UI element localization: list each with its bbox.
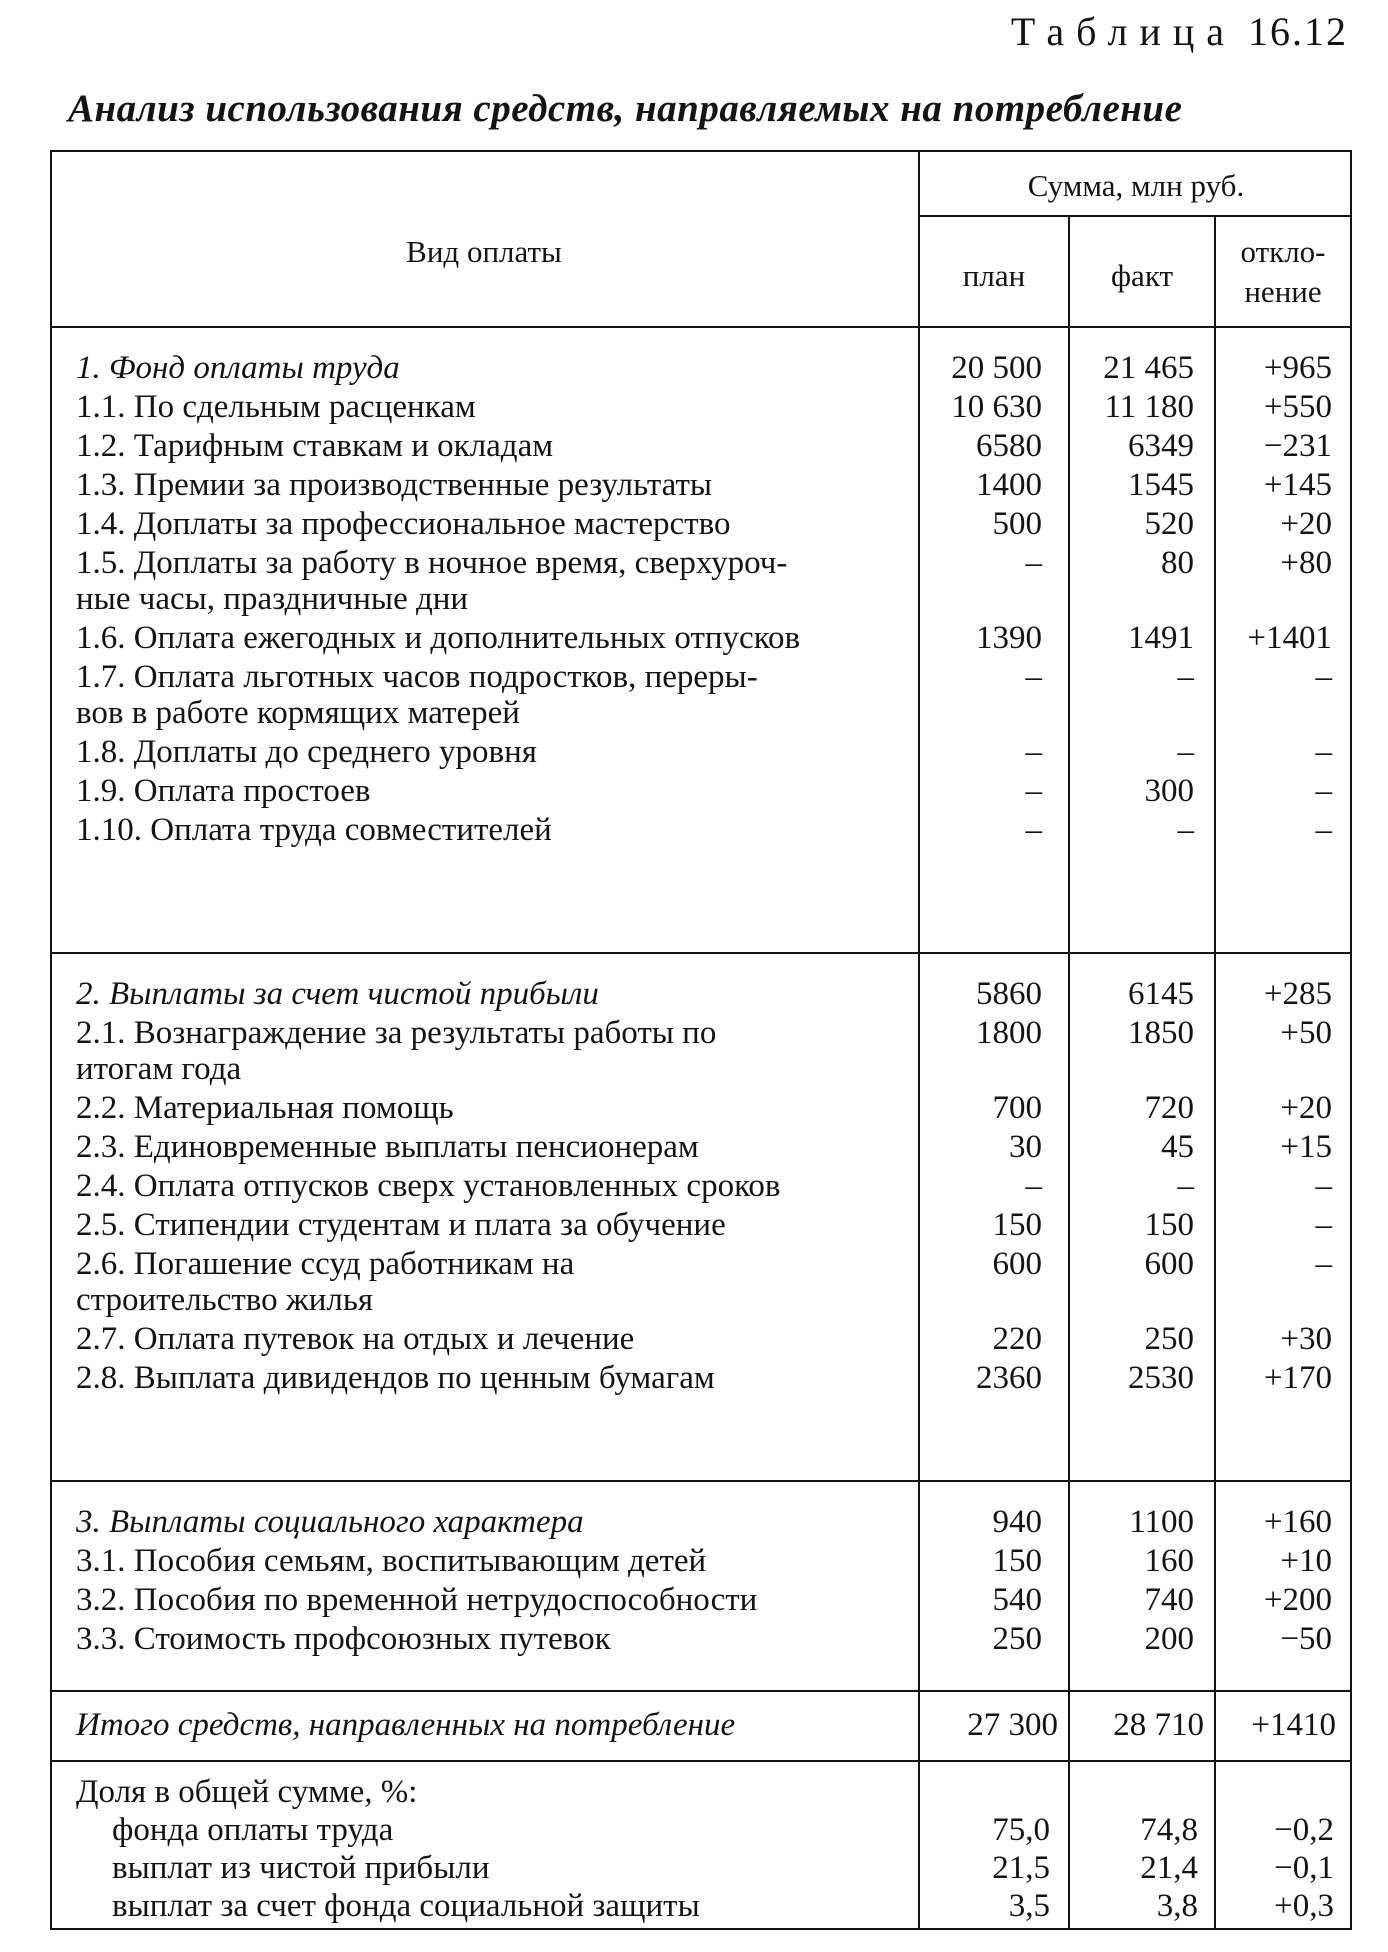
row-fact: 80 (1161, 545, 1194, 581)
row-label: 3.3. Стоимость профсоюзных путевок (76, 1621, 611, 1657)
row-label: 1. Фонд оплаты труда (76, 350, 400, 386)
row-deviation: – (1315, 773, 1332, 809)
row-plan: 30 (1009, 1129, 1042, 1165)
row-deviation: +145 (1263, 467, 1332, 503)
row-fact: 600 (1144, 1246, 1194, 1282)
row-plan: 1800 (976, 1015, 1042, 1051)
row-label-continued: вов в работе кормящих матерей (76, 695, 520, 731)
row-label: 2.5. Стипендии студентам и плата за обучение (76, 1207, 726, 1243)
row-label-continued: итогам года (76, 1051, 242, 1087)
row-fact: 45 (1161, 1129, 1194, 1165)
header-type: Вид оплаты (406, 234, 562, 269)
share-row-deviation: +0,3 (1274, 1888, 1334, 1924)
section-divider-4 (50, 1760, 1352, 1762)
row-label: 2.7. Оплата путевок на отдых и лечение (76, 1321, 635, 1357)
row-plan: 150 (992, 1207, 1042, 1243)
row-fact: 21 465 (1103, 350, 1194, 386)
row-deviation: +15 (1280, 1129, 1332, 1165)
row-deviation: −231 (1263, 428, 1332, 464)
row-plan: 600 (992, 1246, 1042, 1282)
row-deviation: −50 (1280, 1621, 1332, 1657)
row-label: 3. Выплаты социального характера (76, 1504, 584, 1540)
row-plan: – (1025, 773, 1042, 809)
row-label: 1.4. Доплаты за профессиональное мастерство (76, 506, 731, 542)
table-caption (1011, 8, 1348, 55)
row-deviation: – (1315, 1246, 1332, 1282)
row-plan: – (1025, 545, 1042, 581)
row-fact: 2530 (1128, 1360, 1194, 1396)
share-row-label: выплат за счет фонда социальной защиты (112, 1888, 700, 1924)
row-deviation: – (1315, 734, 1332, 770)
row-deviation: – (1315, 812, 1332, 848)
share-label: Доля в общей сумме, %: (76, 1774, 418, 1810)
row-fact: – (1177, 1168, 1194, 1204)
row-label: 1.9. Оплата простоев (76, 773, 371, 809)
row-label-continued: ные часы, праздничные дни (76, 581, 469, 617)
row-fact: 6349 (1128, 428, 1194, 464)
row-plan: 250 (992, 1621, 1042, 1657)
share-row-plan: 21,5 (992, 1850, 1050, 1886)
header-divider (50, 326, 1352, 328)
row-plan: 940 (992, 1504, 1042, 1540)
row-fact: 6145 (1128, 976, 1194, 1012)
table-border-bottom (50, 1928, 1352, 1930)
row-deviation: +200 (1263, 1582, 1332, 1618)
row-label: 2.1. Вознаграждение за результаты работы по (76, 1015, 717, 1051)
row-deviation: – (1315, 659, 1332, 695)
table-border-left (50, 150, 52, 1930)
row-plan: 220 (992, 1321, 1042, 1357)
total-deviation: +1410 (1251, 1707, 1336, 1743)
header-fact: факт (1110, 258, 1174, 293)
row-label: 2.8. Выплата дивидендов по ценным бумагам (76, 1360, 715, 1396)
row-plan: 540 (992, 1582, 1042, 1618)
row-plan: 2360 (976, 1360, 1042, 1396)
row-label: 2.6. Погашение ссуд работникам на (76, 1246, 575, 1282)
row-deviation: +965 (1263, 350, 1332, 386)
caption-label: Таблица (1010, 9, 1236, 54)
row-label: 2.3. Единовременные выплаты пенсионерам (76, 1129, 699, 1165)
row-plan: 20 500 (951, 350, 1042, 386)
row-fact: 150 (1144, 1207, 1194, 1243)
row-plan: 150 (992, 1543, 1042, 1579)
row-fact: – (1177, 812, 1194, 848)
row-fact: 1491 (1128, 620, 1194, 656)
row-plan: 10 630 (951, 389, 1042, 425)
row-deviation: +20 (1280, 506, 1332, 542)
table-border-right (1350, 150, 1352, 1930)
header-deviation-line2: нение (1244, 274, 1322, 309)
section-divider-2 (50, 1480, 1352, 1482)
row-deviation: +1401 (1247, 620, 1332, 656)
row-label: 2. Выплаты за счет чистой прибыли (76, 976, 599, 1012)
row-fact: 300 (1144, 773, 1194, 809)
header-sum-underline (918, 215, 1352, 217)
row-label: 1.1. По сдельным расценкам (76, 389, 476, 425)
row-plan: 1390 (976, 620, 1042, 656)
row-deviation: +160 (1263, 1504, 1332, 1540)
section-divider-1 (50, 952, 1352, 954)
share-row-plan: 3,5 (1008, 1888, 1050, 1924)
row-fact: 160 (1144, 1543, 1194, 1579)
total-fact: 28 710 (1113, 1707, 1204, 1743)
row-label: 2.2. Материальная помощь (76, 1090, 454, 1126)
share-row-fact: 74,8 (1140, 1812, 1198, 1848)
row-plan: 1400 (976, 467, 1042, 503)
row-fact: 11 180 (1104, 389, 1194, 425)
row-label: 1.8. Доплаты до среднего уровня (76, 734, 537, 770)
total-label: Итого средств, направленных на потребление (76, 1707, 736, 1743)
row-deviation: +550 (1263, 389, 1332, 425)
row-deviation: +10 (1280, 1543, 1332, 1579)
table-border-top (50, 150, 1352, 152)
caption-number: 16.12 (1248, 9, 1348, 54)
row-plan: – (1025, 734, 1042, 770)
row-plan: 700 (992, 1090, 1042, 1126)
row-deviation: +50 (1280, 1015, 1332, 1051)
row-fact: 1545 (1128, 467, 1194, 503)
share-row-fact: 21,4 (1140, 1850, 1198, 1886)
share-row-fact: 3,8 (1156, 1888, 1198, 1924)
data-table (50, 150, 1352, 1930)
row-fact: 740 (1144, 1582, 1194, 1618)
row-plan: – (1025, 812, 1042, 848)
header-deviation (1216, 232, 1350, 312)
row-deviation: +285 (1263, 976, 1332, 1012)
share-row-deviation: −0,1 (1274, 1850, 1334, 1886)
row-deviation: – (1315, 1168, 1332, 1204)
share-row-plan: 75,0 (992, 1812, 1050, 1848)
row-fact: 250 (1144, 1321, 1194, 1357)
row-fact: 720 (1144, 1090, 1194, 1126)
row-label: 3.2. Пособия по временной нетрудоспособности (76, 1582, 758, 1618)
header-sum: Сумма, млн руб. (1027, 168, 1245, 203)
row-deviation: +20 (1280, 1090, 1332, 1126)
row-deviation: +170 (1263, 1360, 1332, 1396)
row-plan: – (1025, 1168, 1042, 1204)
row-plan: – (1025, 659, 1042, 695)
header-plan: план (962, 258, 1026, 293)
section-divider-3 (50, 1690, 1352, 1692)
row-plan: 5860 (976, 976, 1042, 1012)
share-row-label: фонда оплаты труда (112, 1812, 394, 1848)
row-plan: 500 (992, 506, 1042, 542)
row-fact: – (1177, 659, 1194, 695)
row-deviation: +30 (1280, 1321, 1332, 1357)
row-label: 1.5. Доплаты за работу в ночное время, сверхуроч- (76, 545, 788, 581)
row-fact: – (1177, 734, 1194, 770)
row-label: 1.2. Тарифным ставкам и окладам (76, 428, 554, 464)
row-label: 1.3. Премии за производственные результаты (76, 467, 713, 503)
share-row-label: выплат из чистой прибыли (112, 1850, 490, 1886)
row-label: 1.10. Оплата труда совместителей (76, 812, 552, 848)
share-row-deviation: −0,2 (1274, 1812, 1334, 1848)
row-fact: 200 (1144, 1621, 1194, 1657)
row-fact: 1850 (1128, 1015, 1194, 1051)
row-fact: 520 (1144, 506, 1194, 542)
total-plan: 27 300 (967, 1707, 1058, 1743)
row-label-continued: строительство жилья (76, 1282, 374, 1318)
row-plan: 6580 (976, 428, 1042, 464)
row-label: 3.1. Пособия семьям, воспитывающим детей (76, 1543, 707, 1579)
row-deviation: – (1315, 1207, 1332, 1243)
row-label: 2.4. Оплата отпусков сверх установленных сроков (76, 1168, 781, 1204)
row-fact: 1100 (1129, 1504, 1194, 1540)
row-label: 1.7. Оплата льготных часов подростков, переры- (76, 659, 758, 695)
row-deviation: +80 (1280, 545, 1332, 581)
row-label: 1.6. Оплата ежегодных и дополнительных отпусков (76, 620, 801, 656)
table-title: Анализ использования средств, направляемых на потребление (68, 87, 1183, 130)
header-deviation-line1: откло- (1240, 234, 1326, 269)
